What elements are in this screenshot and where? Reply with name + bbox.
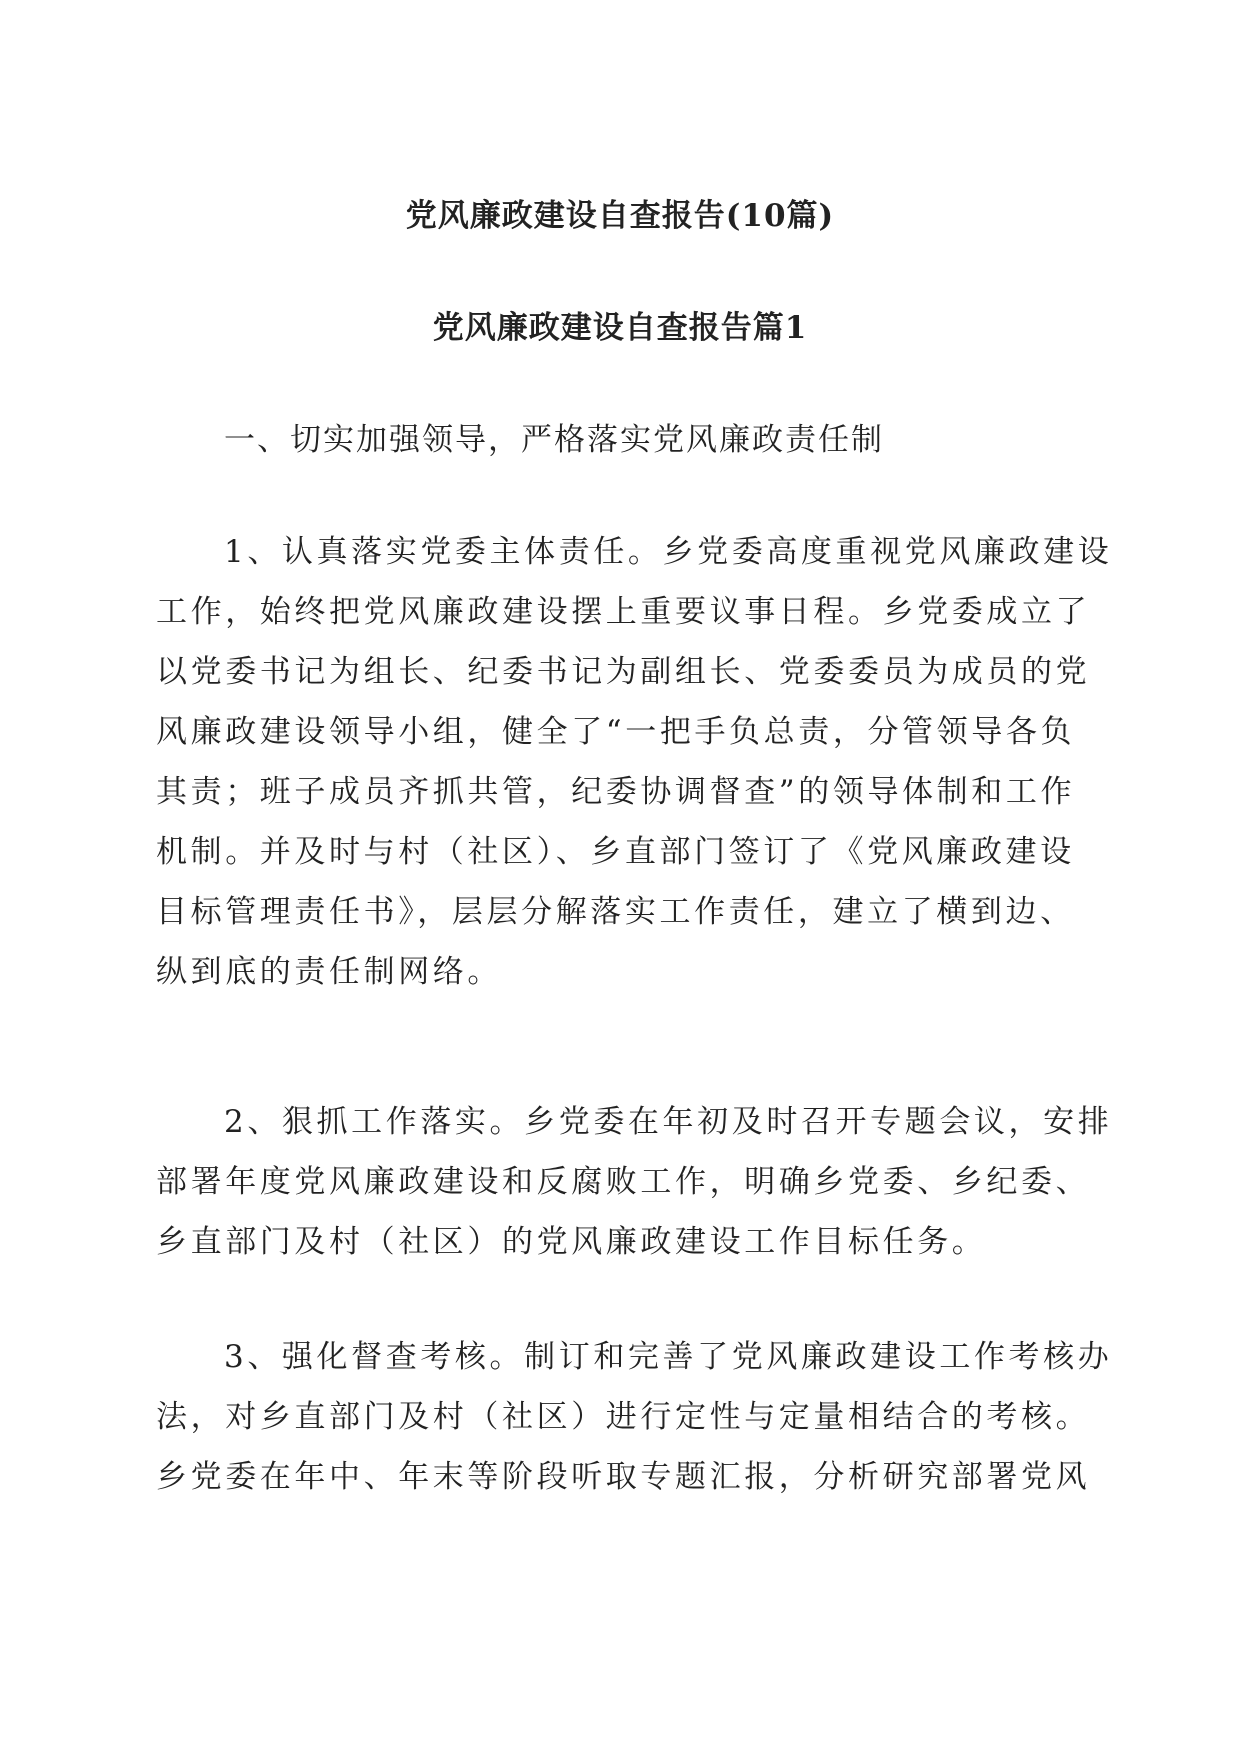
paragraph-3 [156, 1327, 1113, 1507]
section-heading: 一、切实加强领导，严格落实党风廉政责任制 [224, 422, 884, 458]
paragraph-line: 纵到底的责任制网络。 [156, 954, 502, 990]
document-subtitle: 党风廉政建设自查报告篇1 [432, 310, 808, 346]
paragraph-line: 1、认真落实党委主体责任。乡党委高度重视党风廉政建设 [224, 534, 1113, 570]
paragraph-line: 乡直部门及村（社区）的党风廉政建设工作目标任务。 [156, 1224, 987, 1260]
paragraph-line: 机制。并及时与村（社区）、乡直部门签订了《党风廉政建设 [156, 834, 1075, 870]
document-title: 党风廉政建设自查报告(10篇) [405, 198, 835, 234]
paragraph-line: 3、强化督查考核。制订和完善了党风廉政建设工作考核办 [224, 1339, 1113, 1375]
paragraph-2 [156, 1092, 1113, 1272]
paragraph-line: 法，对乡直部门及村（社区）进行定性与定量相结合的考核。 [156, 1399, 1091, 1435]
paragraph-line: 风廉政建设领导小组，健全了“一把手负总责，分管领导各负 [156, 714, 1076, 750]
paragraph-line: 工作，始终把党风廉政建设摆上重要议事日程。乡党委成立了 [156, 594, 1091, 630]
paragraph-line: 部署年度党风廉政建设和反腐败工作，明确乡党委、乡纪委、 [156, 1164, 1091, 1200]
paragraph-line: 乡党委在年中、年末等阶段听取专题汇报，分析研究部署党风 [156, 1459, 1091, 1495]
paragraph-1 [156, 522, 1113, 1002]
paragraph-line: 2、狠抓工作落实。乡党委在年初及时召开专题会议，安排 [224, 1104, 1113, 1140]
paragraph-line: 其责；班子成员齐抓共管，纪委协调督查”的领导体制和工作 [156, 774, 1076, 810]
paragraph-line: 以党委书记为组长、纪委书记为副组长、党委委员为成员的党 [156, 654, 1091, 690]
paragraph-line: 目标管理责任书》，层层分解落实工作责任，建立了横到边、 [156, 894, 1075, 930]
